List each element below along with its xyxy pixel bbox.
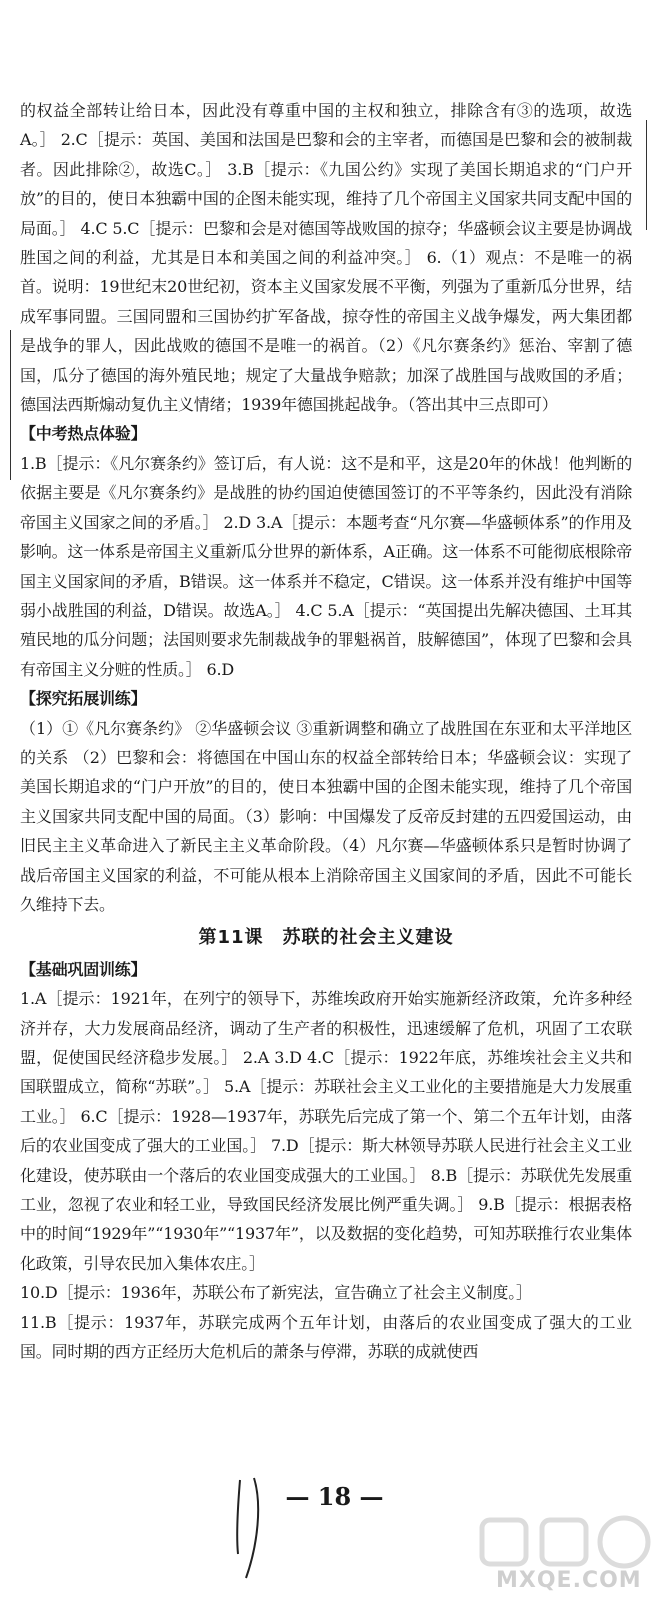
lesson-title: 第11课 苏联的社会主义建设: [198, 927, 454, 949]
section-heading-zhongkao: 【中考热点体验】: [20, 424, 147, 444]
answer-paragraph: 1.A［提示：1921年，在列宁的领导下，苏维埃政府开始实施新经济政策，允许多种经济并存，大力发展商品经济，调动了生产者的积极性，迅速缓解了危机，巩固了工农联盟，促使国民经济稳步发展。］ 2.A 3.D 4.C［提示：1922年底，苏维埃社会主义共和国联盟成立，简称“苏联”。］ 5.A［提示：苏联社会主义工业化的主要措施是大力发展重工业。］ 6.C［提示：1928—1937年，苏联先后完成了第一个、第二个五年计划，由落后的农业国变成了强大的工业国。］ 7.D［提示：斯大林领导苏联人民进行社会主义工业化建设，使苏联由一个落后的农业国变成强大的工业国。］ 8.B［提示：苏联优先发展重工业，忽视了农业和轻工业，导致国民经济发展比例严重失调。］ 9.B［提示：根据表格中的时间“1929年”“1930年”“1937年”，以及数据的变化趋势，可知苏联推行农业集体化政策，引导农民加入集体农庄。］: [20, 989, 632, 1273]
margin-line: [646, 120, 647, 230]
site-watermark: [478, 1512, 658, 1592]
answer-paragraph: 11.B［提示：1937年，苏联完成两个五年计划，由落后的农业国变成了强大的工业国。同时期的西方正经历大危机后的萧条与停滞，苏联的成就使西: [20, 1312, 632, 1362]
page-number: — 18 —: [285, 1482, 384, 1511]
answer-paragraph: （1）①《凡尔赛条约》 ②华盛顿会议 ③重新调整和确立了战胜国在东亚和太平洋地区的关系 （2）巴黎和会：将德国在中国山东的权益全部转给日本；华盛顿会议：实现了美国长期追求的“门户开放”的目的，使日本独霸中国的企图未能实现，维持了几个帝国主义国家共同支配中国的局面。（3）影响：中国爆发了反帝反封建的五四爱国运动，由旧民主主义革命进入了新民主主义革命阶段。（4）凡尔赛—华盛顿体系只是暂时协调了战后帝国主义国家的利益，不可能从根本上消除帝国主义国家间的矛盾，因此不可能长久维持下去。: [20, 718, 632, 914]
answer-text-body: [20, 96, 632, 1366]
section-heading-jichu: 【基础巩固训练】: [20, 959, 147, 979]
watermark-url: MXQE.COM: [496, 1568, 642, 1593]
answer-paragraph: 1.B［提示：《凡尔赛条约》签订后，有人说：这不是和平，这是20年的休战！他判断的依据主要是《凡尔赛条约》是战胜的协约国迫使德国签订的不平等条约，因此没有消除帝国主义国家之间的矛盾。］ 2.D 3.A［提示：本题考查“凡尔赛—华盛顿体系”的作用及影响。这一体系是帝国主义重新瓜分世界的新体系，A正确。这一体系不可能彻底根除帝国主义国家间的矛盾，B错误。这一体系并不稳定，C错误。这一体系并没有维护中国等弱小战胜国的利益，D错误。故选A。］ 4.C 5.A［提示：“英国提出先解决德国、土耳其殖民地的瓜分问题；法国则要求先制裁战争的罪魁祸首，肢解德国”，体现了巴黎和会具有帝国主义分赃的性质。］ 6.D: [20, 453, 632, 679]
answer-paragraph: 的权益全部转让给日本，因此没有尊重中国的主权和独立，排除含有③的选项，故选A。］ 2.C［提示：英国、美国和法国是巴黎和会的主宰者，而德国是巴黎和会的被制裁者。因此排除②，故选C。］ 3.B［提示：《九国公约》实现了美国长期追求的“门户开放”的目的，使日本独霸中国的企图未能实现，维持了几个帝国主义国家共同支配中国的局面。］ 4.C 5.C［提示：巴黎和会是对德国等战败国的掠夺；华盛顿会议主要是协调战胜国之间的利益，尤其是日本和美国之间的利益冲突。］ 6.（1）观点：不是唯一的祸首。说明：19世纪末20世纪初，资本主义国家发展不平衡，列强为了重新瓜分世界，结成军事同盟。三国同盟和三国协约扩军备战，掠夺性的帝国主义战争爆发，两大集团都是战争的罪人，因此战败的德国不是唯一的祸首。（2）《凡尔赛条约》惩治、宰割了德国，瓜分了德国的海外殖民地；规定了大量战争赔款；加深了战胜国与战败国的矛盾；德国法西斯煽动复仇主义情绪；1939年德国挑起战争。（答出其中三点即可）: [20, 101, 632, 415]
margin-line: [10, 330, 11, 480]
watermark-logo: [478, 1512, 658, 1572]
answer-paragraph: 10.D［提示：1936年，苏联公布了新宪法，宣告确立了社会主义制度。］: [20, 1283, 532, 1303]
section-heading-tanjiu: 【探究拓展训练】: [20, 689, 147, 709]
